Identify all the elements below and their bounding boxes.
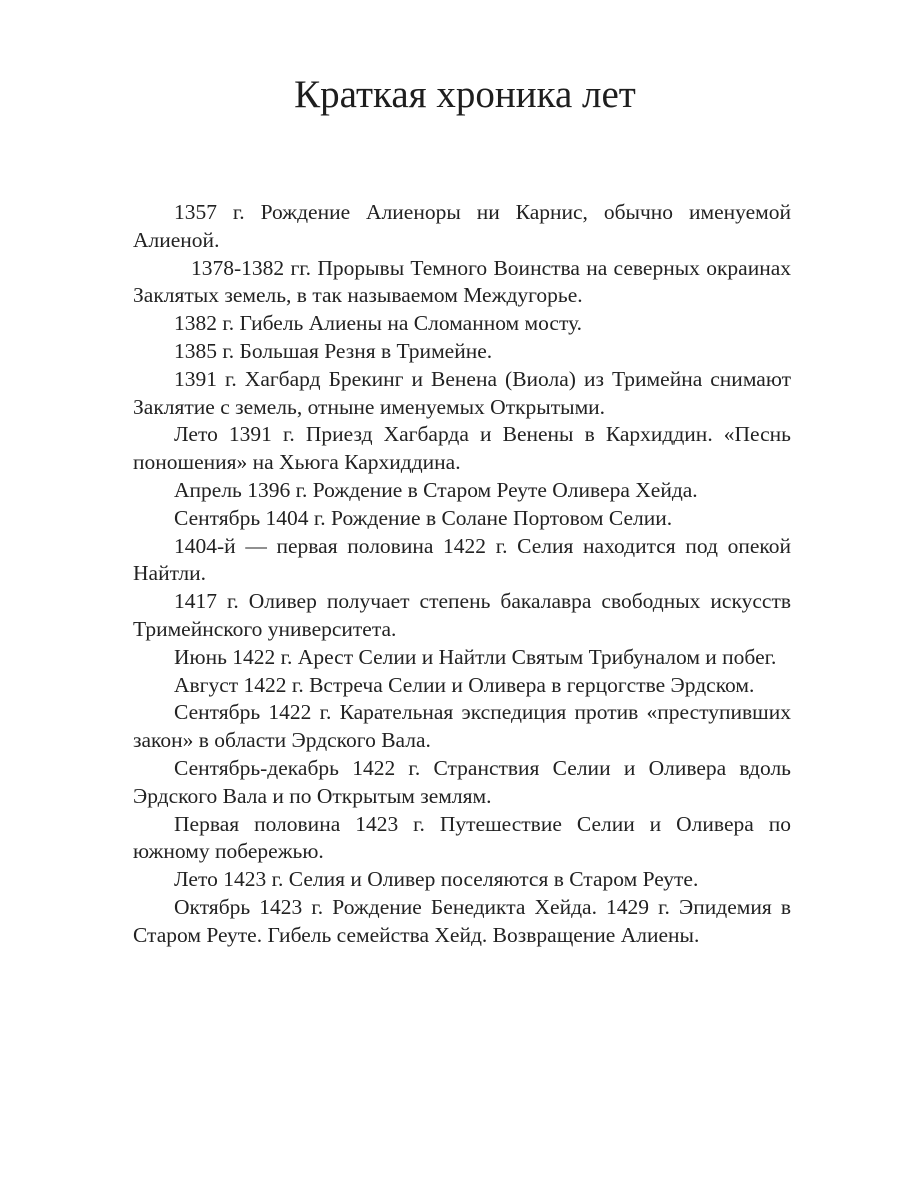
chronicle-entry: 1357 г. Рождение Алиеноры ни Карнис, обычно именуемой Алиеной. [133, 200, 791, 252]
page-title: Краткая хроника лет [294, 73, 636, 116]
chronicle-entry: Октябрь 1423 г. Рождение Бенедикта Хейда. 1429 г. Эпидемия в Старом Реуте. Гибель семейства Хейд. Возвращение Алиены. [133, 894, 791, 947]
chronicle-entry: Сентябрь 1422 г. Карательная экспедиция против «преступивших закон» в области Эрдского Вала. [133, 700, 791, 753]
chronicle-entry: 1404-й — первая половина 1422 г. Селия находится под опекой Найтли. [133, 533, 791, 586]
chronicle-entry: 1382 г. Гибель Алиены на Сломанном мосту. [174, 311, 583, 336]
chronicle-entry: 1378-1382 гг. Прорывы Темного Воинства на северных окраинах Заклятых земель, в так называемом Междугорье. [133, 255, 791, 308]
chronicle-entry: Лето 1391 г. Приезд Хагбарда и Венены в Кархиддин. «Песнь поношения» на Хьюга Кархиддина. [133, 422, 791, 475]
chronicle-list [133, 199, 791, 950]
chronicle-entry: 1417 г. Оливер получает степень бакалавра свободных искусств Тримейнского университета. [133, 589, 791, 641]
chronicle-entry: 1385 г. Большая Резня в Тримейне. [174, 338, 493, 363]
chronicle-entry: Август 1422 г. Встреча Селии и Оливера в герцогстве Эрдском. [174, 672, 755, 697]
chronicle-entry: Лето 1423 г. Селия и Оливер поселяются в Старом Реуте. [174, 867, 699, 892]
chronicle-entry: Апрель 1396 г. Рождение в Старом Реуте Оливера Хейда. [174, 477, 698, 502]
chronicle-entry: Сентябрь-декабрь 1422 г. Странствия Селии и Оливера вдоль Эрдского Вала и по Открытым землям. [133, 755, 791, 808]
chronicle-entry: Сентябрь 1404 г. Рождение в Солане Портовом Селии. [174, 505, 673, 530]
chronicle-entry: 1391 г. Хагбард Брекинг и Венена (Виола) из Тримейна снимают Заклятие с земель, отныне именуемых Открытыми. [133, 366, 791, 419]
chronicle-entry: Июнь 1422 г. Арест Селии и Найтли Святым Трибуналом и побег. [174, 644, 777, 669]
chronicle-entry: Первая половина 1423 г. Путешествие Селии и Оливера по южному побережью. [133, 811, 791, 864]
